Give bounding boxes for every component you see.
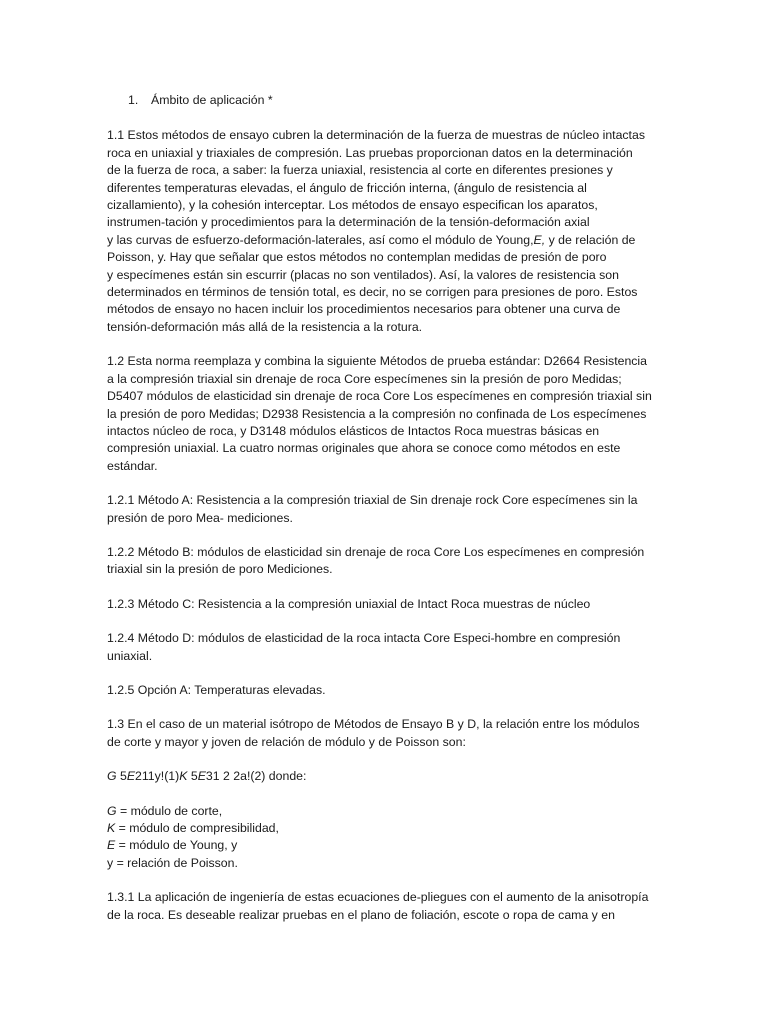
text-line: tensión-deformación más allá de la resistencia a la rotura. xyxy=(107,319,423,334)
formula-text: 211y!(1) xyxy=(135,769,180,784)
paragraph-1-2-2 xyxy=(107,544,663,579)
paragraph-1-2-4 xyxy=(107,630,663,665)
text-line: determinados en términos de tensión total, es decir, no se corrigen para presiones de poro. Estos xyxy=(107,285,638,300)
formula-text: 5 xyxy=(116,769,127,784)
text-segment: y de relación de xyxy=(545,232,636,247)
text-line: y especímenes están sin escurrir (placas no son ventilados). Así, la valores de resistencia son xyxy=(107,267,619,282)
text-line: presión de poro Mea- mediciones. xyxy=(107,510,293,525)
text-line: 1.3 En el caso de un material isótropo de Métodos de Ensayo B y D, la relación entre los módulos xyxy=(107,717,640,732)
text-line: de la roca. Es deseable realizar pruebas en el plano de foliación, escote o ropa de cama y en xyxy=(107,907,615,922)
text-line: compresión uniaxial. La cuatro normas originales que ahora se conoce como métodos en este xyxy=(107,441,621,456)
formula-symbol-e: E xyxy=(126,769,136,784)
text-line: D5407 módulos de elasticidad sin drenaje de roca Core Los especímenes en compresión triaxial sin xyxy=(107,389,652,404)
text-segment: y las curvas de esfuerzo-deformación-laterales, así como el módulo de Young, xyxy=(107,232,534,247)
definition-symbol: G xyxy=(107,803,117,818)
definition-item xyxy=(107,855,663,872)
text-line: 1.2.1 Método A: Resistencia a la compresión triaxial de Sin drenaje rock Core especímenes sin la xyxy=(107,493,638,508)
paragraph-1-2-3 xyxy=(107,596,663,613)
text-line: la presión de poro Medidas; D2938 Resistencia a la compresión no confinada de Los especímenes xyxy=(107,406,647,421)
text-line: 1.1 Estos métodos de ensayo cubren la determinación de la fuerza de muestras de núcleo intactas xyxy=(107,128,645,143)
section-number: 1. xyxy=(128,93,139,107)
paragraph-1-2 xyxy=(107,353,663,475)
text-line: diferentes temperaturas elevadas, el ángulo de fricción interna, (ángulo de resistencia al xyxy=(107,180,587,195)
text-line: Poisson, y. Hay que señalar que estos métodos no contemplan medidas de presión de poro xyxy=(107,250,607,265)
text-line: roca en uniaxial y triaxiales de compresión. Las pruebas proporcionan datos en la determinación xyxy=(107,145,633,160)
text-line: 1.2.4 Método D: módulos de elasticidad de la roca intacta Core Especi-hombre en compresión xyxy=(107,631,621,646)
paragraph-1-2-1 xyxy=(107,492,663,527)
paragraph-1-2-5 xyxy=(107,682,663,699)
text-line: 1.2.3 Método C: Resistencia a la compresión uniaxial de Intact Roca muestras de núcleo xyxy=(107,596,591,611)
document-body xyxy=(107,92,663,941)
text-line: de corte y mayor y joven de relación de módulo y de Poisson son: xyxy=(107,734,466,749)
formula-symbol-g: G xyxy=(107,769,117,784)
definition-text: = módulo de compresibilidad, xyxy=(115,821,279,835)
paragraph-1-1 xyxy=(107,127,663,336)
text-line: a la compresión triaxial sin drenaje de roca Core especímenes sin la presión de poro Medidas; xyxy=(107,371,622,386)
text-line: 1.2.5 Opción A: Temperaturas elevadas. xyxy=(107,682,326,697)
text-line: instrumen-tación y procedimientos para la determinación de la tensión-deformación axial xyxy=(107,215,590,230)
text-line: 1.3.1 La aplicación de ingeniería de estas ecuaciones de-pliegues con el aumento de la anisotropía xyxy=(107,890,649,905)
text-line: de la fuerza de roca, a saber: la fuerza uniaxial, resistencia al corte en diferentes presiones y xyxy=(107,163,613,178)
text-line: intactos núcleo de roca, y D3148 módulos elásticos de Intactos Roca muestras básicas en xyxy=(107,423,600,438)
formula-line xyxy=(107,768,663,785)
text-line: triaxial sin la presión de poro Mediciones. xyxy=(107,562,333,577)
definition-symbol: K xyxy=(107,821,116,835)
text-line: 1.2.2 Método B: módulos de elasticidad sin drenaje de roca Core Los especímenes en compresión xyxy=(107,544,645,559)
definition-item xyxy=(107,820,663,837)
formula-symbol-e: E xyxy=(197,769,206,784)
young-symbol: E, xyxy=(533,232,546,247)
definition-item xyxy=(107,803,663,820)
section-heading xyxy=(128,92,663,109)
definition-text: y = relación de Poisson. xyxy=(107,855,238,870)
definitions-list xyxy=(107,803,663,873)
paragraph-1-3 xyxy=(107,716,663,751)
definition-symbol: E xyxy=(107,838,116,853)
text-line: uniaxial. xyxy=(107,648,153,663)
definition-text: = módulo de corte, xyxy=(116,803,223,818)
text-line: 1.2 Esta norma reemplaza y combina la siguiente Métodos de prueba estándar: D2664 Resistencia xyxy=(107,354,648,369)
definition-item xyxy=(107,837,663,854)
formula-text: 5 xyxy=(187,769,198,784)
formula-text: 31 2 2a!(2) donde: xyxy=(205,769,307,784)
text-line: cizallamiento), y la cohesión interceptar. Los métodos de ensayo especifican los aparatos, xyxy=(107,198,598,213)
paragraph-1-3-1 xyxy=(107,889,663,924)
definition-text: = módulo de Young, y xyxy=(115,838,238,853)
formula-symbol-k: K xyxy=(179,769,188,784)
text-line xyxy=(107,232,663,249)
text-line: métodos de ensayo no hacen incluir los procedimientos necesarios para obtener una curva de xyxy=(107,302,621,317)
section-title: Ámbito de aplicación * xyxy=(151,93,273,107)
text-line: estándar. xyxy=(107,458,158,473)
